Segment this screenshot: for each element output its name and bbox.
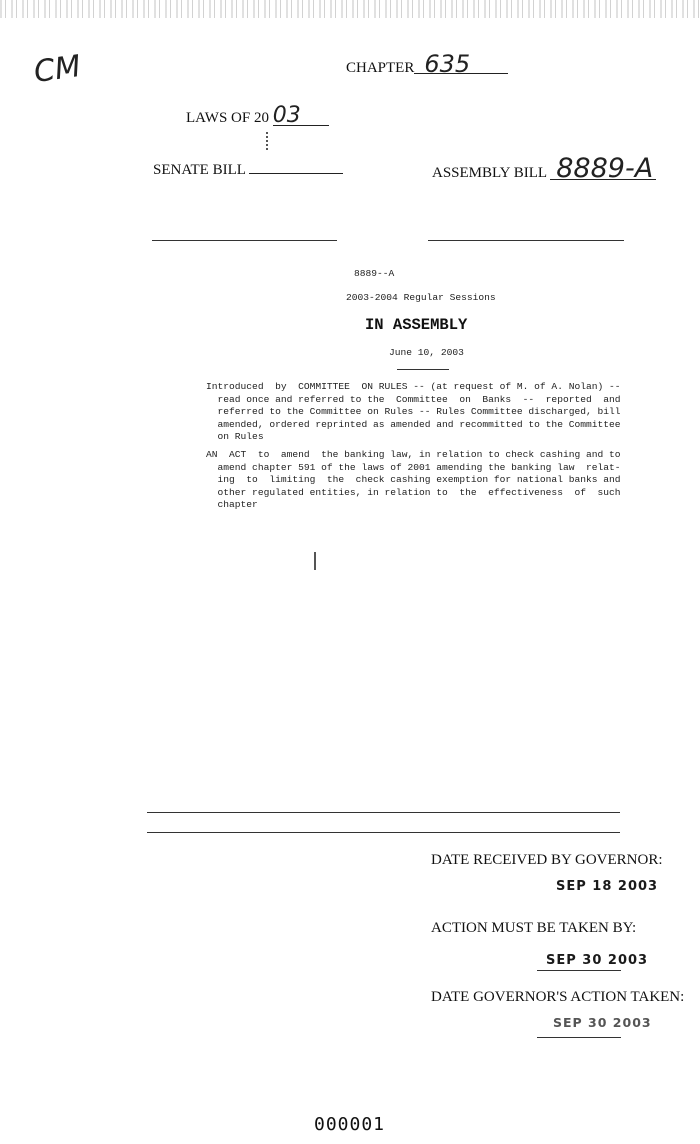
senate-bill-label: SENATE BILL [153,162,246,178]
introduction-line: amended, ordered reprinted as amended and recommitted to the Committee [206,418,621,430]
action-deadline-label: ACTION MUST BE TAKEN BY: [431,920,637,936]
senate-signature-line [152,240,337,241]
handwritten-initials: CM [31,48,84,91]
laws-year: 03 [273,107,329,126]
action-deadline-stamp: SEP 30 2003 [546,953,649,968]
assembly-bill-line [432,153,656,184]
action-taken-underline [537,1037,621,1038]
chapter-number: 635 [414,55,508,74]
introduction-line: read once and referred to the Committee on Banks -- reported and [206,393,621,405]
act-title-paragraph [206,449,621,512]
introduction-paragraph [206,381,621,444]
assembly-bill-label: ASSEMBLY BILL [432,165,547,181]
page-number: 000001 [314,1114,386,1135]
house-title: IN ASSEMBLY [365,316,468,334]
laws-line [186,103,329,128]
introduction-line: Introduced by COMMITTEE ON RULES -- (at request of M. of A. Nolan) -- [206,381,621,392]
act-line: amend chapter 591 of the laws of 2001 amending the banking law relat- [206,461,621,473]
scan-speck [314,552,316,570]
senate-bill-line [153,159,343,179]
received-label: DATE RECEIVED BY GOVERNOR: [431,852,663,868]
date-underline [397,369,449,370]
session-title: 2003-2004 Regular Sessions [346,292,496,303]
introduction-line: on Rules [206,431,264,442]
act-line: other regulated entities, in relation to the effectiveness of such [206,486,621,498]
introduction-line: referred to the Committee on Rules -- Rules Committee discharged, bill [206,406,621,417]
action-taken-stamp: SEP 30 2003 [553,1015,652,1030]
chapter-label: CHAPTER [346,60,415,76]
bill-number: 8889--A [354,268,395,279]
action-deadline-underline [537,970,621,971]
senate-bill-number-field [249,159,343,174]
received-date-stamp: SEP 18 2003 [556,879,659,894]
act-line: AN ACT to amend the banking law, in relation to check cashing and to [206,449,621,460]
stray-dots [266,132,270,150]
act-line: ing to limiting the check cashing exemption for national banks and [206,474,621,485]
divider-line-1 [147,812,620,813]
scan-artifact-top [0,0,700,18]
act-line: chapter [206,499,258,510]
laws-label: LAWS OF 20 [186,110,269,126]
divider-line-2 [147,832,620,833]
bill-date: June 10, 2003 [389,347,464,358]
action-taken-label: DATE GOVERNOR'S ACTION TAKEN: [431,989,685,1005]
assembly-bill-number: 8889-A [550,159,656,180]
assembly-signature-line [428,240,624,241]
chapter-line [346,50,508,78]
